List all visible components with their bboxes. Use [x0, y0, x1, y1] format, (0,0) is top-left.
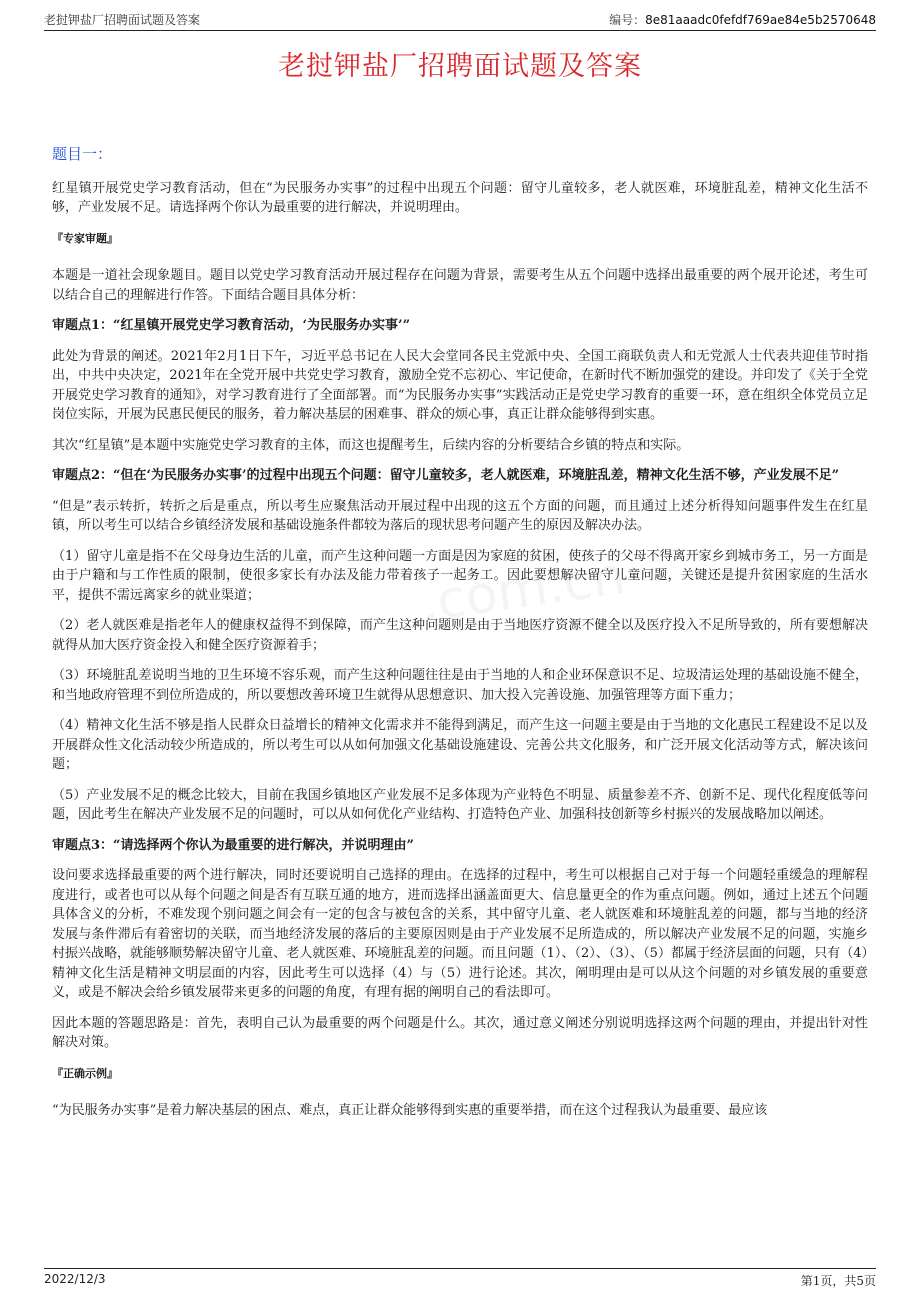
- header-doc-title: 老挝钾盐厂招聘面试题及答案: [44, 13, 201, 27]
- header-code-value: 8e81aaadc0fefdf769ae84e5b2570648: [645, 13, 876, 27]
- question-text: 红星镇开展党史学习教育活动，但在“为民服务办实事”的过程中出现五个问题：留守儿童较多，老人就医难，环境脏乱差，精神文化生活不够，产业发展不足。请选择两个你认为最重要的进行解决，并说明理由。: [52, 180, 868, 215]
- review-point-1-paragraph-2: 其次“红星镇”是本题中实施党史学习教育的主体，而这也提醒考生，后续内容的分析要结合乡镇的特点和实际。: [52, 437, 690, 453]
- review-point-3-paragraph-1: 设问要求选择最重要的两个进行解决，同时还要说明自己选择的理由。在选择的过程中，考生可以根据自己对于每一个问题轻重缓急的理解程度进行，或者也可以从每个问题之间是否有互联互通的地方，进而选择出涵盖面更大、信息量更全的作为重点问题。例如，通过上述五个问题具体含义的分析，不难发现个别问题之间会有一定的包含与被包含的关系，其中留守儿童、老人就医难和环境脏乱差的问题，都与当地的经济发展与条件滞后有着密切的关联，而当地经济发展的落后的主要原因则是由于产业发展不足所造成的，所以解决产业发展不足的问题，实施乡村振兴战略，就能够顺势解决留守儿童、老人就医难、环境脏乱差的问题。而且问题（1）、（2）、（3）、（5）都属于经济层面的问题，只有（4）精神文化生活是精神文明层面的内容，因此考生可以选择（4）与（5）进行论述。其次，阐明理由是可以从这个问题的对乡镇发展的重要意义，或是不解决会给乡镇发展带来更多的问题的角度，有理有据的阐明自己的看法即可。: [52, 868, 868, 1000]
- header-divider: [44, 30, 876, 31]
- header-doc-code: [609, 11, 876, 28]
- review-point-1-title: 审题点1：“红星镇开展党史学习教育活动，‘为民服务办实事’”: [52, 318, 411, 333]
- review-point-2-item-5: （5）产业发展不足的概念比较大，目前在我国乡镇地区产业发展不足多体现为产业特色不明显、质量参差不齐、创新不足、现代化程度低等问题，因此考生在解决产业发展不足的问题时，可以从如何优化产业结构、打造特色产业、加强科技创新等乡村振兴的发展战略加以阐述。: [52, 787, 868, 822]
- review-point-2-item-1: （1）留守儿童是指不在父母身边生活的儿童，而产生这种问题一方面是因为家庭的贫困，使孩子的父母不得离开家乡到城市务工，另一方面是由于户籍和与工作性质的限制，使很多家长有办法及能力带着孩子一起务工。因此要想解决留守儿童问题，关键还是提升贫困家庭的生活水平，提供不需远离家乡的就业渠道；: [52, 548, 868, 603]
- footer-date: 2022/12/3: [44, 1272, 106, 1286]
- review-point-2-item-4: （4）精神文化生活不够是指人民群众日益增长的精神文化需求并不能得到满足，而产生这一问题主要是由于当地的文化惠民工程建设不足以及开展群众性文化活动较少所造成的，所以考生可以从如何加强文化基础设施建设、完善公共文化服务，和广泛开展文化活动等方式，解决该问题；: [52, 718, 868, 772]
- footer-divider: [44, 1268, 876, 1269]
- page-footer: [0, 1262, 920, 1302]
- page-header: [0, 0, 920, 36]
- page-title: 老挝钾盐厂招聘面试题及答案: [278, 51, 642, 82]
- footer-page-number: 第1页，共5页: [800, 1274, 876, 1288]
- review-point-3-title: 审题点3：“请选择两个你认为最重要的进行解决，并说明理由”: [52, 837, 415, 853]
- review-point-3-paragraph-2: 因此本题的答题思路是：首先，表明自己认为最重要的两个问题是什么。其次，通过意义阐述分别说明选择这两个问题的理由，并提出针对性解决对策。: [52, 1015, 868, 1050]
- question-label: 题目一：: [52, 145, 113, 163]
- review-point-2-item-3: （3）环境脏乱差说明当地的卫生环境不容乐观，而产生这种问题往往是由于当地的人和企业环保意识不足、垃圾清运处理的基础设施不健全，和当地政府管理不到位所造成的，所以要想改善环境卫生就得从思想意识、加大投入完善设施、加强管理等方面下重力；: [52, 668, 868, 703]
- correct-example-label: 『正确示例』: [52, 1066, 118, 1080]
- review-point-2-title: 审题点2：“但在‘为民服务办实事’的过程中出现五个问题：留守儿童较多，老人就医难，环境脏乱差，精神文化生活不够，产业发展不足”: [52, 468, 840, 483]
- review-point-2-item-2: （2）老人就医难是指老年人的健康权益得不到保障，而产生这种问题则是由于当地医疗资源不健全以及医疗投入不足所导致的，所有要想解决就得从加大医疗资金投入和健全医疗资源着手；: [52, 618, 868, 653]
- expert-review-label: 『专家审题』: [52, 231, 118, 245]
- review-point-2-paragraph-1: “但是”表示转折，转折之后是重点，所以考生应聚焦活动开展过程中出现的这五个方面的问题，而且通过上述分析得知问题事件发生在红星镇，所以考生可以结合乡镇经济发展和基础设施条件都较为落后的现状思考问题产生的原因及解决办法。: [52, 498, 868, 533]
- intro-paragraph: 本题是一道社会现象题目。题目以党史学习教育活动开展过程存在问题为背景，需要考生从五个问题中选择出最重要的两个展开论述，考生可以结合自己的理解进行作答。下面结合题目具体分析：: [52, 268, 868, 303]
- review-point-1-paragraph-1: 此处为背景的阐述。2021年2月1日下午，习近平总书记在人民大会堂同各民主党派中央、全国工商联负责人和无党派人士代表共迎佳节时指出，中共中央决定，2021年在全党开展中共党史学习教育，激励全党不忘初心、牢记使命，在新时代不断加强党的建设。并印发了《关于全党开展党史学习教育的通知》，对学习教育进行了全面部署。而“为民服务办实事”实践活动正是党史学习教育的重要一环，意在组织全体党员立足岗位实际，开展为民惠民便民的服务，着力解决基层的困难事、群众的烦心事，真正让群众能够得到实惠。: [52, 348, 868, 422]
- document-body: [52, 145, 868, 1132]
- header-code-label: 编号：: [609, 13, 646, 27]
- example-paragraph-1: “为民服务办实事”是着力解决基层的困点、难点，真正让群众能够得到实惠的重要举措，而在这个过程我认为最重要、最应该: [52, 1103, 768, 1118]
